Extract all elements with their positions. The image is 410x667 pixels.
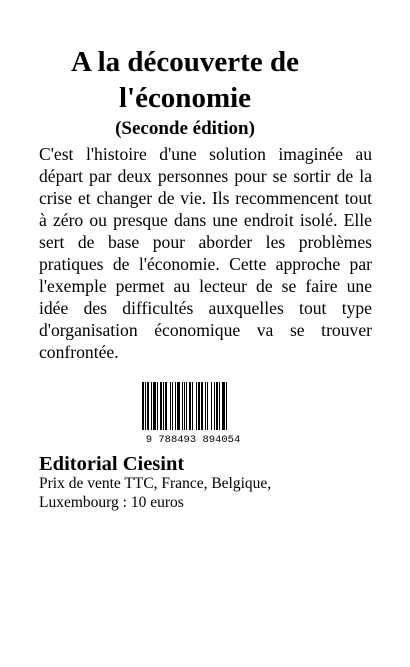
barcode-bars [142,382,227,430]
barcode-bar [177,382,180,430]
barcode-bar [222,382,225,430]
barcode-bar [160,382,162,430]
book-title: A la découverte de l'économie [71,46,299,114]
barcode-bar [175,382,176,430]
isbn-barcode [128,382,258,446]
barcode-bar [145,382,146,430]
barcode-bar [201,382,203,430]
barcode-bar [165,382,167,430]
barcode-bar [216,382,218,430]
barcode-bar [214,382,215,430]
price-note: Prix de vente TTC, France, Belgique, Luxembourg : 10 euros [39,475,272,511]
barcode-graphic [128,382,258,446]
barcode-bar [198,382,200,430]
barcode-bar [219,382,220,430]
barcode-bar [211,382,212,430]
barcode-bar [196,382,197,430]
barcode-bar [157,382,158,430]
book-description: C'est l'histoire d'une solution imaginée au départ par deux personnes pour se sortir de la crise et changer de vie. Ils recommencent tout à zéro ou presque dans une endroit isolé. Elle sert de base pour aborder les problèmes pratiques de l'économie. Cette approche par l'exemple permet au lecteur de se faire une idée des difficultés auxquelles tout type d'organisation économique va se trouver confrontée. [39,144,372,362]
barcode-bar [192,382,193,430]
barcode-bar [205,382,206,430]
barcode-bar [147,382,149,430]
barcode-bar [226,382,227,430]
barcode-bar [163,382,164,430]
edition-subtitle: (Seconde édition) [115,118,255,139]
barcode-bar [142,382,144,430]
barcode-bar [207,382,208,430]
barcode-bar [186,382,187,430]
publisher-name: Editorial Ciesint [39,453,185,475]
barcode-number: 9 788493 894054 [145,434,241,446]
barcode-bar [153,382,156,430]
barcode-bar [172,382,173,430]
barcode-bar [189,382,191,430]
barcode-bar [170,382,171,430]
barcode-bar [184,382,185,430]
barcode-bar [151,382,152,430]
barcode-bar [182,382,183,430]
